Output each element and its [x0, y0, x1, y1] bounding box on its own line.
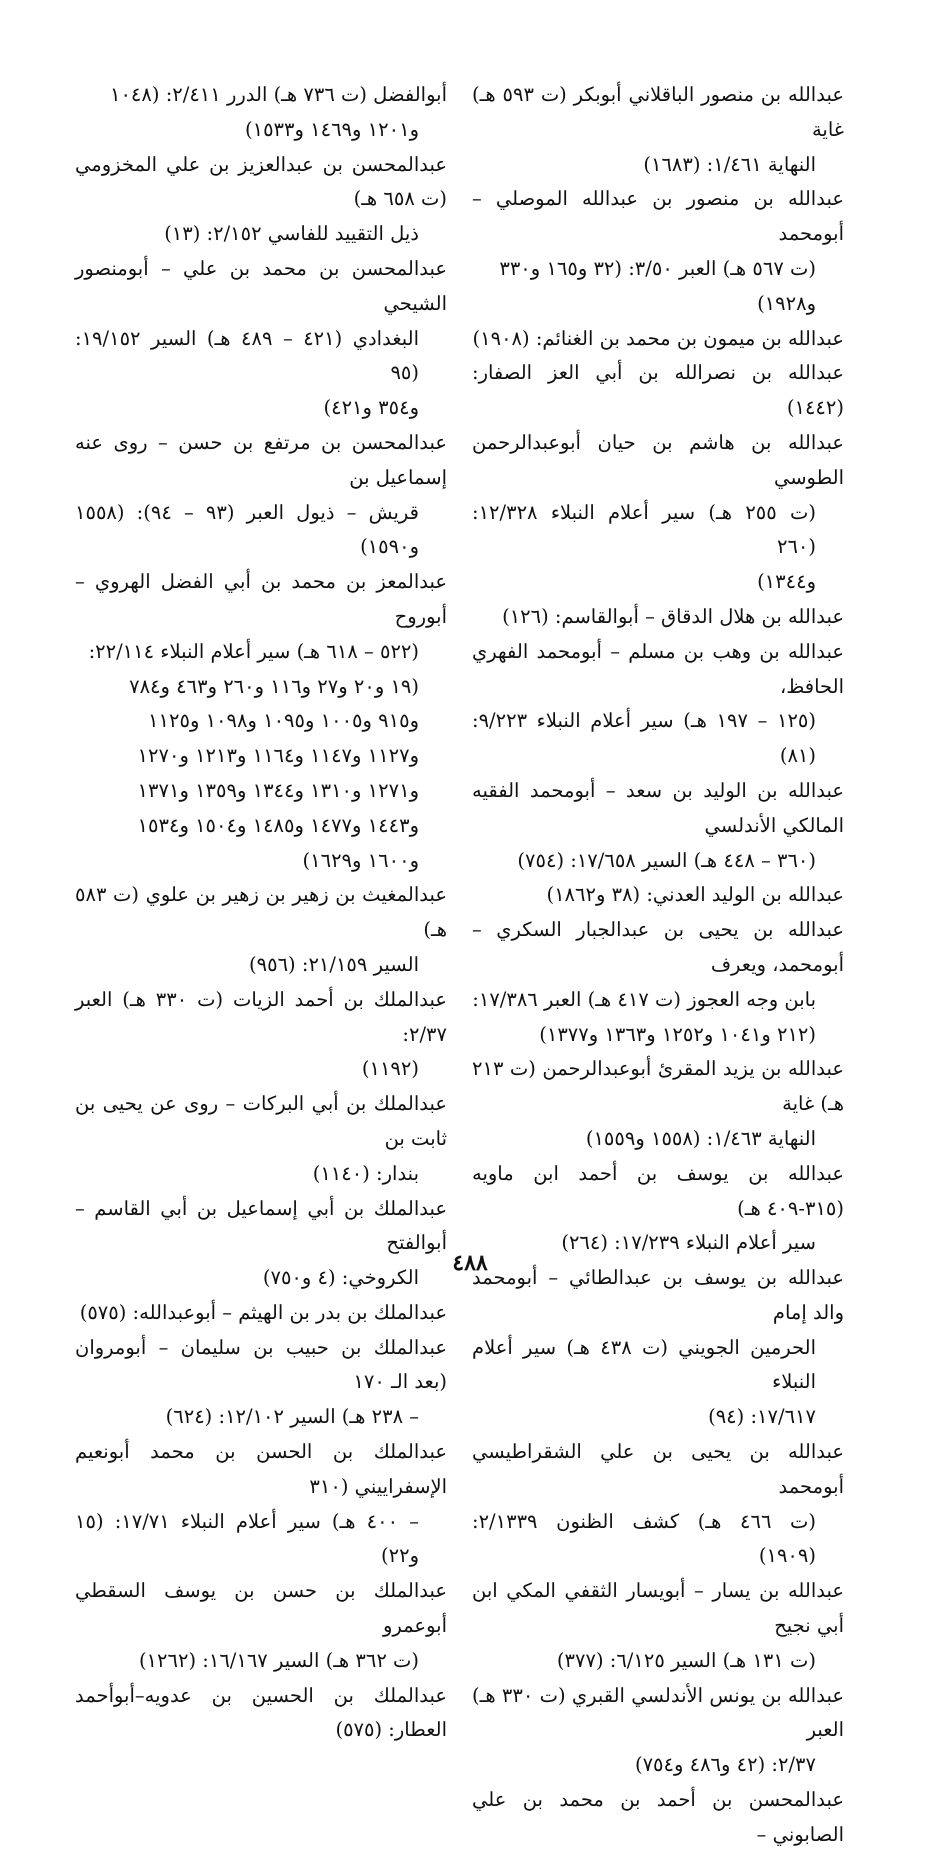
index-entry	[75, 1331, 447, 1435]
entry-continuation-line: قريش – ذيول العبر (٩٣ – ٩٤): (١٥٥٨ و١٥٩٠)	[75, 500, 419, 559]
entry-continuation-line: بندار: (١١٤٠)	[312, 1161, 419, 1185]
entry-heading-line: عبدالمحسن بن مرتفع بن حسن – روى عنه إسماعيل بن	[75, 430, 447, 489]
index-entry	[472, 1679, 844, 1783]
index-entry	[472, 878, 844, 913]
entry-heading-line: عبدالله بن وهب بن مسلم – أبومحمد الفهري الحافظ،	[472, 639, 844, 698]
left-column	[75, 78, 447, 1748]
entry-continuation-line: (ت ١٣١ هـ) السير ٦/١٢٥: (٣٧٧)	[556, 1648, 816, 1672]
index-entry	[472, 356, 844, 426]
entry-continuation-line: و١٢٠١ و١٤٦٩ و١٥٣٣)	[245, 117, 419, 141]
entry-continuation-line: (ت ٢٥٥ هـ) سير أعلام النبلاء ١٢/٣٢٨: (٢٦٠	[472, 500, 816, 559]
entry-continuation-line: – ٢٣٨ هـ) السير ١٢/١٠٢: (٦٢٤)	[165, 1405, 419, 1429]
entry-continuation-line: البغدادي (٤٢١ – ٤٨٩ هـ) السير ١٩/١٥٢: (٩٥	[75, 326, 419, 385]
entry-heading-line: عبدالملك بن بدر بن الهيثم – أبوعبدالله: (٥٧٥)	[79, 1300, 447, 1324]
entry-heading-line: عبدالمحسن بن محمد بن علي – أبومنصور الشيحي	[75, 256, 447, 315]
entry-continuation-line: – ٤٠٠ هـ) سير أعلام النبلاء ١٧/٧١: (١٥ و٢٢)	[75, 1509, 419, 1568]
index-entry	[472, 1435, 844, 1574]
entry-continuation-line: و١٩٢٨)	[757, 291, 816, 315]
index-entry	[472, 182, 844, 321]
entry-continuation-line: السير ٢١/١٥٩: (٩٥٦)	[249, 952, 419, 976]
index-entry	[472, 600, 844, 635]
entry-continuation-line: الكروخي: (٤ و٧٥٠)	[262, 1266, 419, 1290]
entry-heading-line: عبدالله بن يوسف بن أحمد ابن ماويه (٣١٥-٤٠٩ هـ)	[472, 1161, 844, 1220]
entry-continuation-line: ١٧/٦١٧: (٩٤)	[708, 1405, 816, 1429]
entry-continuation-line: (٢١٢ و١٠٤١ و١٢٥٢ و١٣٦٣ و١٣٧٧)	[539, 1022, 816, 1046]
index-entry	[75, 1192, 447, 1296]
entry-heading-line: عبدالله بن الوليد بن سعد – أبومحمد الفقيه المالكي الأندلسي	[472, 778, 844, 837]
entry-heading-line: عبدالملك بن أبي إسماعيل بن أبي القاسم – أبوالفتح	[75, 1196, 447, 1255]
entry-heading-line: عبدالمعز بن محمد بن أبي الفضل الهروي – أبوروح	[75, 570, 447, 628]
entry-heading-line: عبدالمحسن بن عبدالعزيز بن علي المخزومي (ت ٦٥٨ هـ)	[75, 152, 447, 211]
index-entry	[472, 78, 844, 182]
entry-heading-line: عبدالله بن منصور الباقلاني أبوبكر (ت ٥٩٣ هـ) غاية	[472, 83, 844, 141]
entry-continuation-line: و١٣٤٤)	[757, 570, 816, 594]
entry-continuation-line: النهاية ١/٤٦٣: (١٥٥٨ و١٥٥٩)	[585, 1126, 816, 1150]
entry-continuation-line: (ت ٤٦٦ هـ) كشف الظنون ٢/١٣٣٩: (١٩٠٩)	[472, 1509, 816, 1568]
entry-heading-line: أبوالفضل (ت ٧٣٦ هـ) الدرر ٢/٤١١: (١٠٤٨	[109, 83, 447, 106]
entry-continuation-line: الحرمين الجويني (ت ٤٣٨ هـ) سير أعلام النبلاء	[472, 1335, 816, 1394]
index-entry	[75, 78, 447, 148]
entry-heading-line: عبدالله بن الوليد العدني: (٣٨ و١٨٦٢)	[546, 883, 844, 907]
index-entry	[75, 252, 447, 426]
entry-continuation-line: و١٦٠٠ و١٦٢٩)	[302, 848, 419, 872]
entry-heading-line: عبدالله بن يونس الأندلسي القبري (ت ٣٣٠ هـ) العبر	[472, 1683, 844, 1742]
index-entry	[75, 426, 447, 565]
entry-heading-line: عبدالله بن ميمون بن محمد بن الغنائم: (١٩٠٨)	[472, 326, 844, 350]
index-entry	[472, 322, 844, 357]
entry-continuation-line: (١٢٥ – ١٩٧ هـ) سير أعلام النبلاء ٩/٢٢٣: (٨١)	[472, 709, 816, 768]
entry-heading-line: عبدالله بن يحيى بن عبدالجبار السكري – أبومحمد، ويعرف	[472, 918, 844, 976]
index-entry	[75, 878, 447, 982]
index-entry	[75, 983, 447, 1087]
index-entry	[75, 565, 447, 878]
index-entry	[75, 148, 447, 252]
entry-heading-line: عبدالملك بن الحسن بن محمد أبونعيم الإسفراييني (٣١٠	[75, 1440, 447, 1498]
entry-heading-line: عبدالله بن هلال الدقاق – أبوالقاسم: (١٢٦)	[502, 604, 844, 628]
index-entry	[75, 1087, 447, 1191]
page-number: ٤٨٨	[452, 1250, 488, 1276]
entry-continuation-line: و١١٢٧ و١١٤٧ و١١٦٤ و١٢١٣ و١٢٧٠	[137, 744, 419, 768]
entry-continuation-line: (٣٦٠ – ٤٤٨ هـ) السير ١٧/٦٥٨: (٧٥٤)	[517, 848, 816, 872]
entry-continuation-line: و٩١٥ و١٠٠٥ و١٠٩٥ و١٠٩٨ و١١٢٥	[148, 709, 419, 733]
entry-heading-line: عبدالملك بن أحمد الزيات (ت ٣٣٠ هـ) العبر ٢/٣٧:	[75, 987, 447, 1046]
entry-continuation-line: ذيل التقييد للفاسي ٢/١٥٢: (١٣)	[164, 222, 419, 246]
entry-heading-line: عبدالمحسن بن أحمد بن محمد بن علي الصابوني –	[472, 1788, 844, 1846]
index-entry	[472, 774, 844, 878]
entry-heading-line: عبدالملك بن أبي البركات – روى عن يحيى بن ثابت بن	[75, 1092, 447, 1150]
entry-heading-line: عبدالله بن يحيى بن علي الشقراطيسي أبومحمد	[472, 1440, 844, 1498]
entry-continuation-line: (١١٩٢)	[361, 1057, 419, 1081]
index-entry	[75, 1296, 447, 1331]
index-entry	[472, 1261, 844, 1435]
entry-heading-line: عبدالله بن يوسف بن عبدالطائي – أبومحمد والد إمام	[472, 1266, 844, 1324]
index-entry	[472, 1157, 844, 1261]
entry-continuation-line: (ت ٥٦٧ هـ) العبر ٣/٥٠: (٣٢ و١٦٥ و٣٣٠	[499, 256, 816, 280]
index-entry	[472, 1574, 844, 1678]
entry-heading-line: عبدالله بن يسار – أبويسار الثقفي المكي ابن أبي نجيح	[472, 1579, 844, 1638]
index-entry	[472, 635, 844, 774]
entry-heading-line: عبدالملك بن حسن بن يوسف السقطي أبوعمرو	[75, 1579, 447, 1638]
entry-heading-line: عبدالمغيث بن زهير بن زهير بن علوي (ت ٥٨٣ هـ)	[75, 883, 447, 942]
entry-continuation-line: (٥٢٢ – ٦١٨ هـ) سير أعلام النبلاء ٢٢/١١٤:	[88, 639, 419, 663]
entry-continuation-line: بابن وجه العجوز (ت ٤١٧ هـ) العبر ١٧/٣٨٦:	[472, 987, 816, 1011]
entry-continuation-line: (ت ٣٦٢ هـ) السير ١٦/١٦٧: (١٢٦٢)	[138, 1648, 419, 1672]
index-entry	[75, 1574, 447, 1678]
index-entry	[472, 913, 844, 1052]
entry-heading-line: عبدالله بن هاشم بن حيان أبوعبدالرحمن الطوسي	[472, 430, 844, 489]
index-entry	[75, 1435, 447, 1574]
index-entry	[75, 1679, 447, 1749]
entry-heading-line: عبدالملك بن الحسين بن عدويه–أبوأحمد العطار: (٥٧٥)	[75, 1683, 447, 1742]
entry-continuation-line: ٢/٣٧: (٤٢ و٤٨٦ و٧٥٤)	[634, 1753, 816, 1777]
entry-heading-line: عبدالملك بن حبيب بن سليمان – أبومروان (بعد الـ ١٧٠	[75, 1335, 447, 1394]
entry-heading-line: عبدالله بن منصور بن عبدالله الموصلي – أبومحمد	[472, 187, 844, 246]
entry-continuation-line: النهاية ١/٤٦١: (١٦٨٣)	[643, 152, 816, 176]
right-column	[472, 78, 844, 1853]
entry-continuation-line: (١٩ و٢٠ و٢٧ و١١٦ و٢٦٠ و٤٦٣ و٧٨٤	[129, 674, 419, 698]
entry-heading-line: عبدالله بن يزيد المقرئ أبوعبدالرحمن (ت ٢١٣ هـ) غاية	[472, 1057, 844, 1116]
index-entry	[472, 1783, 844, 1853]
entry-continuation-line: و١٤٤٣ و١٤٧٧ و١٤٨٥ و١٥٠٤ و١٥٣٤	[137, 813, 419, 837]
index-entry	[472, 1052, 844, 1156]
index-entry	[472, 426, 844, 600]
entry-continuation-line: و٣٥٤ و٤٢١)	[323, 396, 419, 420]
entry-continuation-line: سير أعلام النبلاء ١٧/٢٣٩: (٢٦٤)	[561, 1231, 816, 1255]
entry-heading-line: عبدالله بن نصرالله بن أبي العز الصفار: (١٤٤٢)	[472, 361, 844, 420]
entry-continuation-line: و١٢٧١ و١٣١٠ و١٣٤٤ و١٣٥٩ و١٣٧١	[137, 778, 419, 802]
